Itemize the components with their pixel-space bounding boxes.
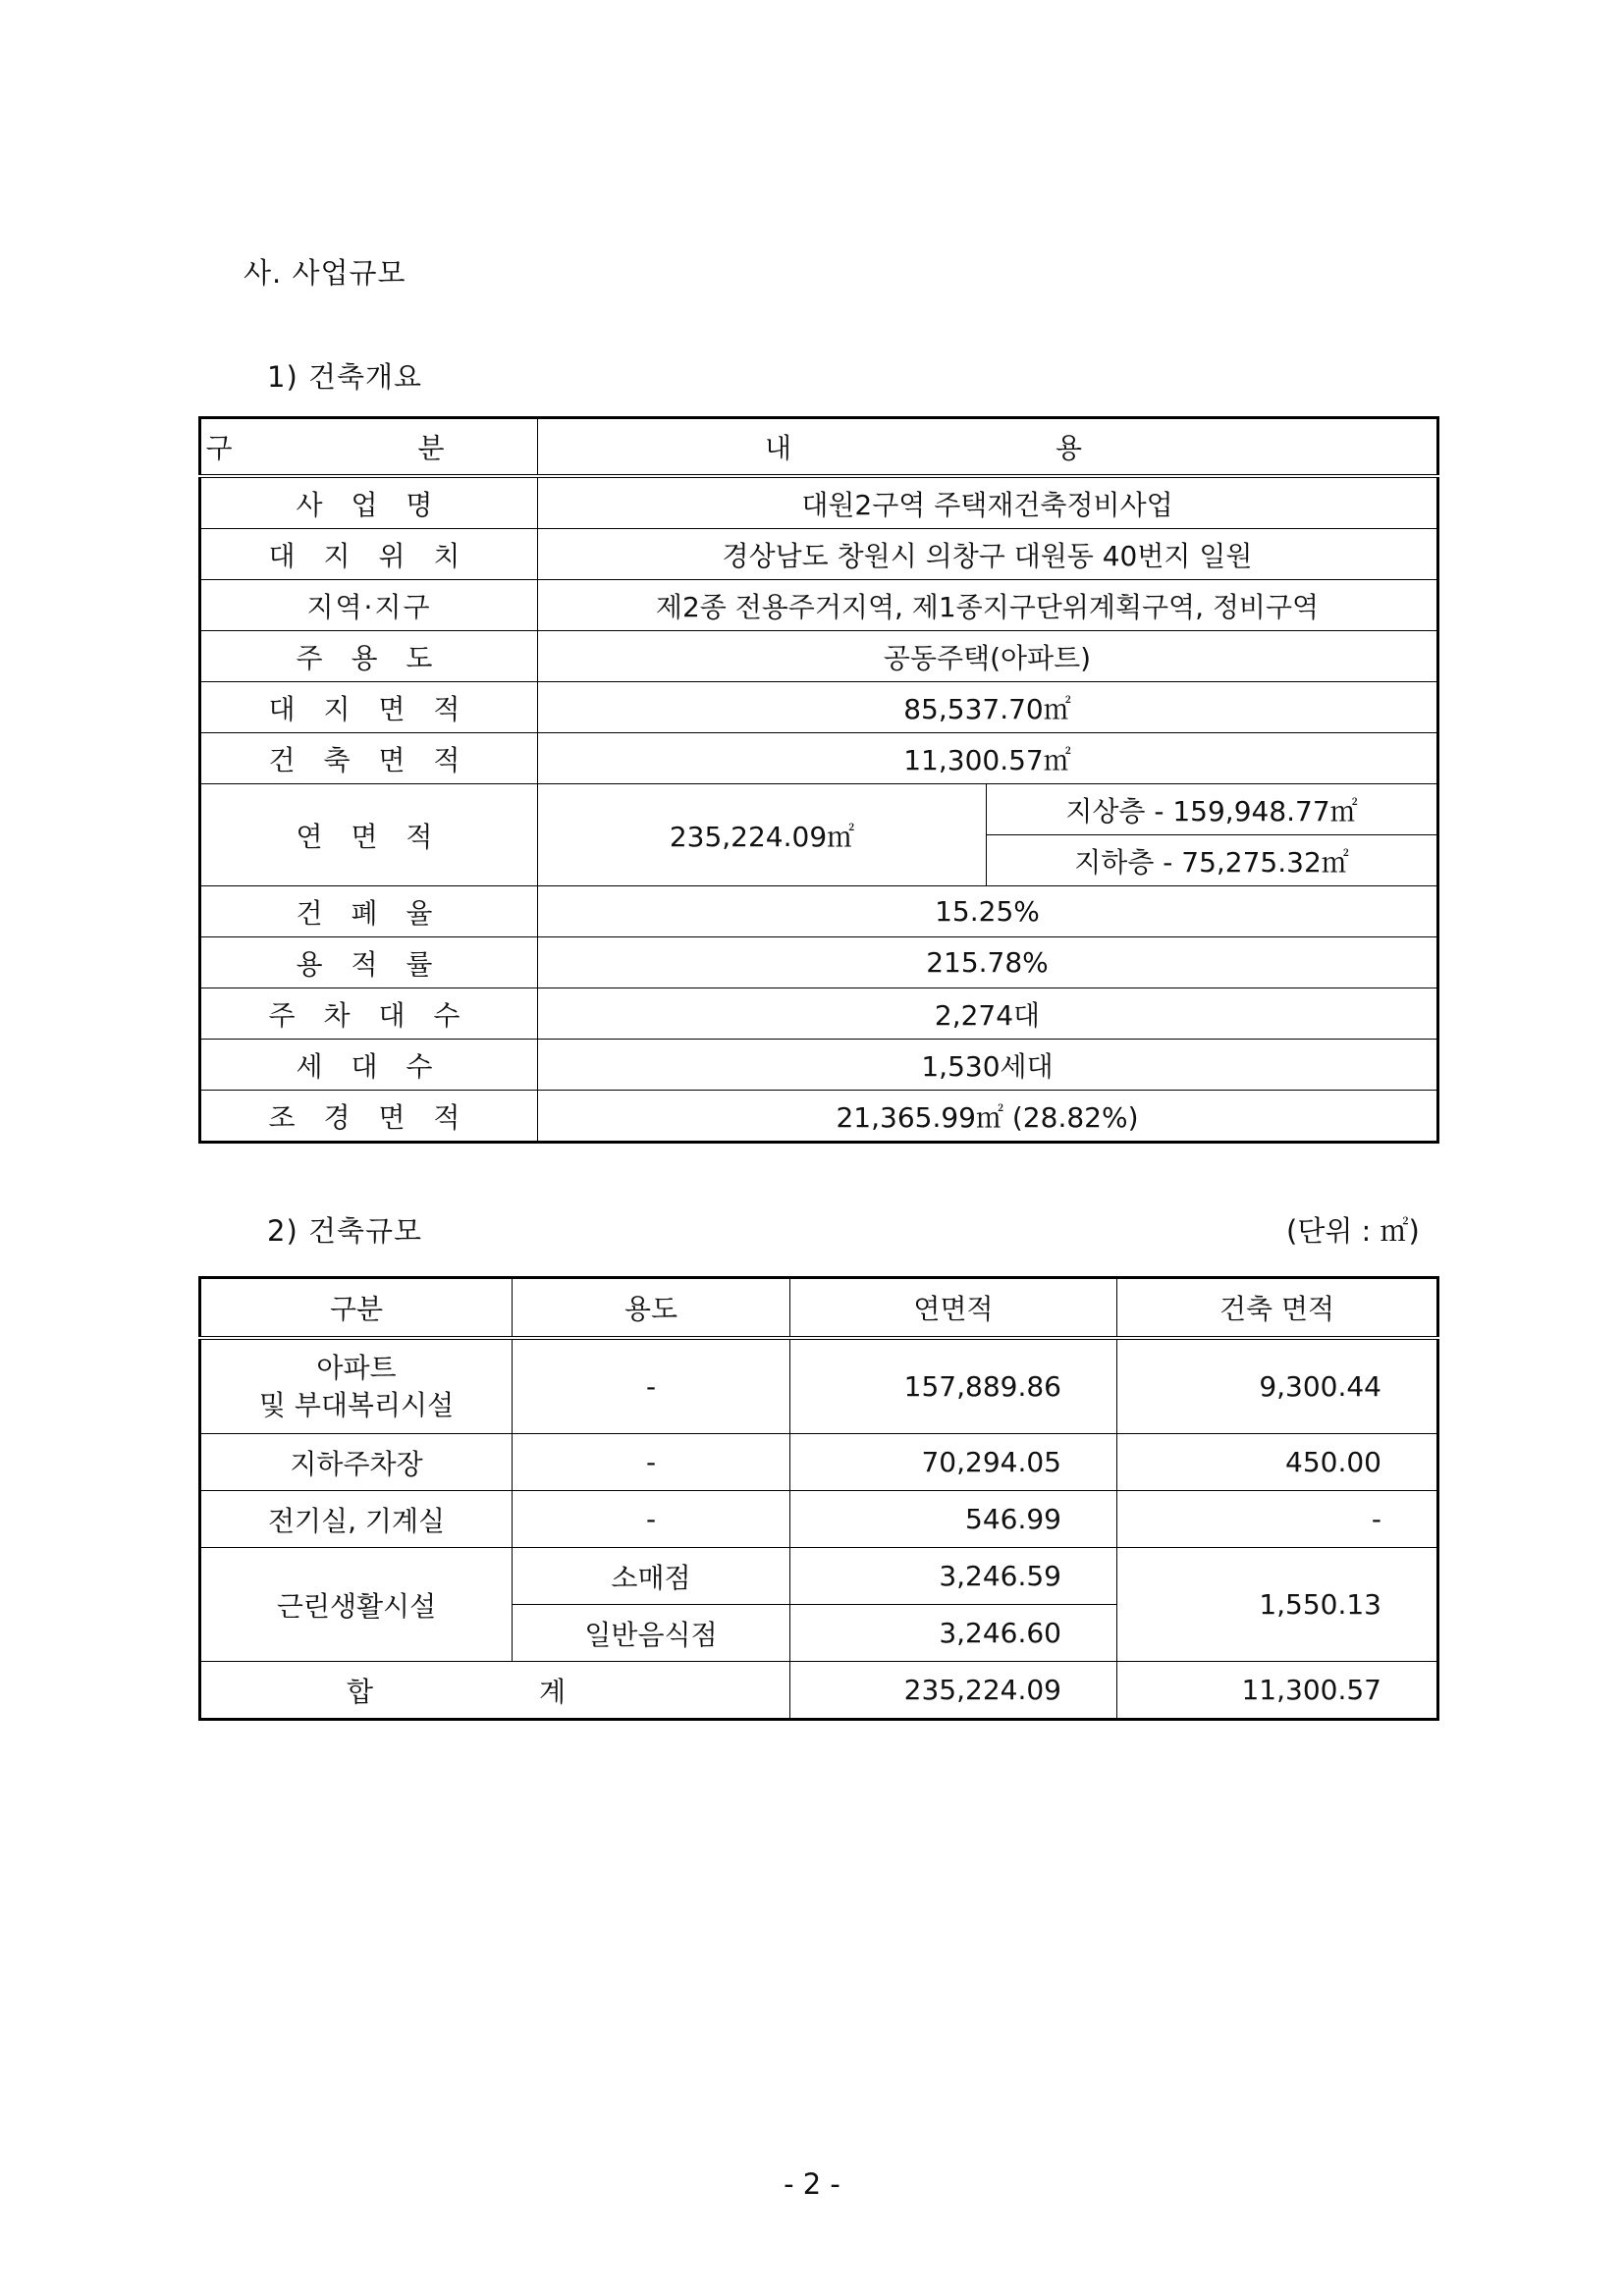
- table-row: [200, 1548, 1438, 1605]
- scale-table: [198, 1276, 1439, 1721]
- header-building-area: 건축 면적: [1117, 1278, 1438, 1339]
- table-row: [200, 631, 1438, 682]
- table-row: [200, 682, 1438, 733]
- row-use: -: [513, 1491, 790, 1548]
- table-header-row: [200, 1278, 1438, 1339]
- table-row: [200, 1434, 1438, 1491]
- total-area-value: 235,224.09㎡: [538, 784, 987, 886]
- total-label: 합 계: [200, 1662, 790, 1720]
- table-row: [200, 1040, 1438, 1091]
- row-label: 건 폐 율: [200, 886, 538, 937]
- row-floor-area: 3,246.59: [790, 1548, 1117, 1605]
- row-label: 조 경 면 적: [200, 1091, 538, 1143]
- above-ground-area: 지상층 - 159,948.77㎡: [987, 784, 1438, 835]
- row-category: 지하주차장: [200, 1434, 513, 1491]
- total-floor-area: 235,224.09: [790, 1662, 1117, 1720]
- row-category: 근린생활시설: [200, 1548, 513, 1662]
- row-building-area: 9,300.44: [1117, 1338, 1438, 1434]
- row-value: 85,537.70㎡: [538, 682, 1438, 733]
- scale-title: 2) 건축규모: [267, 1214, 423, 1248]
- row-label: 연 면 적: [200, 784, 538, 886]
- below-ground-area: 지하층 - 75,275.32㎡: [987, 835, 1438, 886]
- row-floor-area: 157,889.86: [790, 1338, 1117, 1434]
- row-floor-area: 70,294.05: [790, 1434, 1117, 1491]
- row-floor-area: 3,246.60: [790, 1605, 1117, 1662]
- row-value: 215.78%: [538, 937, 1438, 988]
- table-row: [200, 937, 1438, 988]
- table-row: [200, 886, 1438, 937]
- section-title: 사. 사업규모: [244, 256, 406, 290]
- row-category: 아파트 및 부대복리시설: [200, 1338, 513, 1434]
- row-label: 주 용 도: [200, 631, 538, 682]
- table-row: [200, 1491, 1438, 1548]
- row-label: 건 축 면 적: [200, 733, 538, 784]
- table-total-row: [200, 1662, 1438, 1720]
- row-use: 일반음식점: [513, 1605, 790, 1662]
- row-value: 제2종 전용주거지역, 제1종지구단위계획구역, 정비구역: [538, 580, 1438, 631]
- header-floor-area: 연면적: [790, 1278, 1117, 1339]
- table-row: [200, 476, 1438, 529]
- overview-title: 1) 건축개요: [267, 360, 423, 394]
- header-content: 내 용: [538, 418, 1438, 477]
- table-header-row: [200, 418, 1438, 477]
- row-value: 경상남도 창원시 의창구 대원동 40번지 일원: [538, 529, 1438, 580]
- header-use: 용도: [513, 1278, 790, 1339]
- row-value: 대원2구역 주택재건축정비사업: [538, 476, 1438, 529]
- overview-table: [198, 416, 1439, 1144]
- row-label: 지역·지구: [200, 580, 538, 631]
- row-label: 세 대 수: [200, 1040, 538, 1091]
- total-building-area: 11,300.57: [1117, 1662, 1438, 1720]
- row-category: 전기실, 기계실: [200, 1491, 513, 1548]
- row-label: 대 지 위 치: [200, 529, 538, 580]
- row-label: 대 지 면 적: [200, 682, 538, 733]
- table-row: [200, 988, 1438, 1040]
- row-label: 용 적 률: [200, 937, 538, 988]
- unit-note: (단위 : ㎡): [1286, 1214, 1420, 1248]
- row-value: 15.25%: [538, 886, 1438, 937]
- table-row: [200, 1338, 1438, 1434]
- header-category: 구분: [200, 1278, 513, 1339]
- row-use: 소매점: [513, 1548, 790, 1605]
- table-row: [200, 1091, 1438, 1143]
- row-value: 공동주택(아파트): [538, 631, 1438, 682]
- row-use: -: [513, 1434, 790, 1491]
- row-label: 사 업 명: [200, 476, 538, 529]
- row-value: 21,365.99㎡ (28.82%): [538, 1091, 1438, 1143]
- table-row: [200, 580, 1438, 631]
- row-value: 2,274대: [538, 988, 1438, 1040]
- page-number: - 2 -: [784, 2167, 840, 2201]
- row-floor-area: 546.99: [790, 1491, 1117, 1548]
- header-category: 구 분: [200, 418, 538, 477]
- row-label: 주 차 대 수: [200, 988, 538, 1040]
- row-value: 1,530세대: [538, 1040, 1438, 1091]
- table-row: [200, 529, 1438, 580]
- row-building-area: 450.00: [1117, 1434, 1438, 1491]
- row-building-area: 1,550.13: [1117, 1548, 1438, 1662]
- row-value: 11,300.57㎡: [538, 733, 1438, 784]
- row-building-area: -: [1117, 1491, 1438, 1548]
- table-row: [200, 784, 1438, 835]
- row-use: -: [513, 1338, 790, 1434]
- table-row: [200, 733, 1438, 784]
